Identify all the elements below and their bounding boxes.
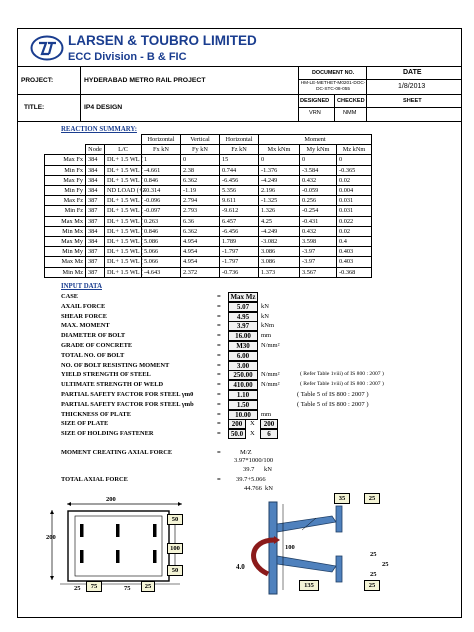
moment-eq: = — [217, 449, 221, 456]
table-row-label: Max My — [45, 237, 86, 247]
table-row — [45, 165, 372, 175]
reaction-table — [44, 134, 372, 278]
table-cell: 0 — [259, 155, 300, 165]
input-unit: mm — [261, 332, 272, 340]
table-cell: 6.36 — [181, 216, 220, 226]
bracket-dim-mid-100: 100 — [285, 544, 295, 551]
table-cell: 384 — [86, 226, 105, 236]
table-row — [45, 267, 372, 277]
company-name: LARSEN & TOUBRO LIMITED — [68, 33, 257, 48]
input-eq: = — [217, 430, 221, 438]
input-note: ( Table 5 of IS 800 : 2007 ) — [297, 400, 369, 408]
table-cell: 384 — [86, 186, 105, 196]
input-unit: kN — [261, 312, 269, 320]
table-header-blank — [45, 135, 142, 145]
table-cell: -4.249 — [259, 226, 300, 236]
table-cell: -0.368 — [337, 267, 372, 277]
company-logo — [30, 35, 64, 61]
table-cell: -0.431 — [300, 216, 337, 226]
table-cell: 0.846 — [142, 175, 181, 185]
table-cell: 9.611 — [220, 196, 259, 206]
table-cell: -4.643 — [142, 267, 181, 277]
input-eq: = — [217, 420, 221, 428]
designed-value: VRN — [309, 110, 321, 116]
table-cell: DL+ 1.5 WL ( — [105, 206, 142, 216]
table-row — [45, 257, 372, 267]
table-cell: DL+ 1.5 WL ( — [105, 237, 142, 247]
table-cell: 3.567 — [300, 267, 337, 277]
input-value-2[interactable]: 200 — [260, 419, 278, 429]
axial-label: TOTAL AXIAL FORCE — [61, 476, 128, 483]
checked-value: NMM — [343, 110, 357, 116]
table-row-label: Min My — [45, 247, 86, 257]
table-cell: 6.362 — [181, 175, 220, 185]
table-group-row — [45, 135, 372, 145]
table-cell: 5.066 — [142, 257, 181, 267]
table-cell: -4.249 — [259, 175, 300, 185]
table-cell: 15 — [220, 155, 259, 165]
project-label: PROJECT: — [21, 77, 54, 84]
input-value[interactable]: 6.00 — [228, 351, 258, 361]
input-label: THICKNESS OF PLATE — [61, 410, 131, 418]
table-cell: -1.19 — [181, 186, 220, 196]
table-column-header: Mz kNm — [337, 145, 372, 155]
table-row — [45, 175, 372, 185]
times-sign: X — [250, 430, 255, 438]
moment-line1: M/Z — [240, 449, 252, 456]
input-value[interactable]: 3.00 — [228, 361, 258, 371]
table-row-label: Min Fx — [45, 165, 86, 175]
bracket-force: 4.0 — [236, 563, 245, 571]
input-label: PARTIAL SAFETY FACTOR FOR STEEL γmb — [61, 400, 194, 408]
table-cell: 5.356 — [220, 186, 259, 196]
doc-no-value: HM-LE-METHET-M0201-DOC-DC-STC-08-055 — [300, 80, 366, 91]
input-eq: = — [217, 342, 221, 349]
table-cell: 387 — [86, 247, 105, 257]
table-cell: 0.256 — [300, 196, 337, 206]
input-value[interactable]: 5.07 — [228, 302, 258, 312]
table-row — [45, 216, 372, 226]
input-value-2[interactable]: 6 — [260, 429, 278, 439]
table-cell: 0.403 — [337, 257, 372, 267]
table-cell: DL+ 1.5 WL ( — [105, 226, 142, 236]
input-value[interactable]: 410.00 — [228, 380, 258, 390]
input-eq: = — [217, 351, 221, 359]
table-cell: 0.031 — [337, 206, 372, 216]
input-eq: = — [217, 361, 221, 369]
table-row — [45, 186, 372, 196]
table-row-label: Max Fy — [45, 175, 86, 185]
table-cell: -6.456 — [220, 175, 259, 185]
table-cell: 0.744 — [220, 165, 259, 175]
table-column-header: L/C — [105, 145, 142, 155]
table-cell: 0.022 — [337, 216, 372, 226]
table-cell: 0.02 — [337, 175, 372, 185]
table-cell: 5.066 — [142, 247, 181, 257]
table-group-header: Vertical — [181, 135, 220, 145]
designed-label: DESIGNED — [300, 98, 330, 104]
table-column-header: Fx kN — [142, 145, 181, 155]
table-cell: -4.661 — [142, 165, 181, 175]
input-note: ( Refer Table 1viii) of IS 800 : 2007 ) — [300, 381, 384, 388]
bracket-dim-r25b: 25 — [382, 561, 389, 568]
table-row — [45, 237, 372, 247]
input-value[interactable]: Max Mz — [228, 292, 258, 302]
input-unit: N/mm² — [261, 381, 280, 389]
input-value[interactable]: 50.0 — [228, 429, 246, 439]
table-header-blank — [45, 145, 86, 155]
plate-dim-right-top: 50 — [167, 514, 183, 525]
table-cell: 387 — [86, 196, 105, 206]
table-cell: -9.612 — [220, 206, 259, 216]
table-cell: 2.196 — [259, 186, 300, 196]
table-row-label: Min Mz — [45, 267, 86, 277]
table-cell: 0 — [181, 155, 220, 165]
table-cell: 387 — [86, 216, 105, 226]
table-cell: DL+ 1.5 WL ( — [105, 267, 142, 277]
table-cell: -0.736 — [220, 267, 259, 277]
input-eq: = — [217, 312, 221, 320]
table-cell: 5.086 — [142, 237, 181, 247]
table-cell: -3.584 — [300, 165, 337, 175]
table-cell: 1 — [142, 155, 181, 165]
input-label: NO. OF BOLT RESISTING MOMENT — [61, 361, 170, 369]
table-cell: 0.263 — [142, 216, 181, 226]
table-cell: -3.082 — [259, 237, 300, 247]
table-cell: -1.797 — [220, 257, 259, 267]
input-title: INPUT DATA — [61, 283, 102, 290]
table-cell: 6.362 — [181, 226, 220, 236]
table-cell: DL+ 1.5 WL ( — [105, 247, 142, 257]
table-column-header: My kNm — [300, 145, 337, 155]
table-cell: 0.432 — [300, 226, 337, 236]
table-cell: 3.598 — [300, 237, 337, 247]
table-row-label: Max Fz — [45, 196, 86, 206]
table-cell: 0.004 — [337, 186, 372, 196]
input-label: SIZE OF HOLDING FASTENER — [61, 430, 154, 438]
input-unit: mm — [261, 410, 272, 418]
table-cell: 0.4 — [337, 237, 372, 247]
table-column-header: Fz kN — [220, 145, 259, 155]
input-eq: = — [217, 400, 221, 408]
table-cell: 0.02 — [337, 226, 372, 236]
bracket-dim-top-35: 35 — [334, 493, 350, 504]
checked-label: CHECKED — [337, 98, 365, 104]
table-row — [45, 226, 372, 236]
axial-eq: = — [217, 476, 221, 483]
table-cell: -1.325 — [259, 196, 300, 206]
table-row-label: Min Mx — [45, 226, 86, 236]
table-group-header: Horizontal — [220, 135, 259, 145]
table-cell: 2.38 — [181, 165, 220, 175]
plate-dim-right-mid: 100 — [167, 543, 183, 554]
moment-unit: kN — [264, 466, 272, 473]
input-label: GRADE OF CONCRETE — [61, 342, 133, 349]
table-column-header: Node — [86, 145, 105, 155]
input-value[interactable]: 3.97 — [228, 321, 258, 331]
table-cell: -1.797 — [220, 247, 259, 257]
table-cell: 0.432 — [300, 175, 337, 185]
table-cell: 1.789 — [220, 237, 259, 247]
reaction-title: REACTION SUMMARY: — [61, 126, 137, 133]
table-row — [45, 247, 372, 257]
table-row-label: Max Mx — [45, 216, 86, 226]
table-row-label: Max Fx — [45, 155, 86, 165]
plate-dim-top: 200 — [106, 496, 116, 503]
table-cell: -0.254 — [300, 206, 337, 216]
moment-label: MOMENT CREATING AXIAL FORCE — [61, 449, 173, 456]
table-cell: 3.086 — [259, 257, 300, 267]
input-value[interactable]: 1.50 — [228, 400, 258, 410]
table-column-header: Fy kN — [181, 145, 220, 155]
input-eq: = — [217, 302, 221, 310]
input-label: SIZE OF PLATE — [61, 420, 109, 428]
table-cell: 2.794 — [181, 196, 220, 206]
plate-dim-bot-75a: 75 — [86, 581, 102, 592]
bracket-dim-bot-25: 25 — [364, 580, 380, 591]
table-cell: 2.372 — [181, 267, 220, 277]
input-unit: N/mm² — [261, 371, 280, 379]
table-row-label: Max Mz — [45, 257, 86, 267]
input-note: ( Table 5 of IS 800 : 2007 ) — [297, 391, 369, 398]
table-cell: 384 — [86, 237, 105, 247]
input-value[interactable]: 16.00 — [228, 331, 258, 341]
table-group-header: Moment — [259, 135, 372, 145]
input-value[interactable]: 250.00 — [228, 370, 258, 380]
table-header-row — [45, 145, 372, 155]
table-cell: -0.365 — [337, 165, 372, 175]
input-label: CASE — [61, 293, 79, 300]
sheet-label: SHEET — [403, 98, 422, 104]
input-eq: = — [217, 391, 221, 398]
input-label: ULTIMATE STRENGTH OF WELD — [61, 381, 164, 389]
input-label: PARTIAL SAFETY FACTOR FOR STEEL γm0 — [61, 391, 194, 398]
axial-line1: 39.7+5.066 — [236, 476, 266, 483]
date-value: 1/8/2013 — [398, 83, 426, 90]
table-cell: DL+ 1.5 WL ( — [105, 196, 142, 206]
table-cell: 1.373 — [259, 267, 300, 277]
plate-dim-bot-25a: 25 — [74, 585, 81, 592]
table-cell: 384 — [86, 175, 105, 185]
table-cell: 0 — [300, 155, 337, 165]
table-cell: 384 — [86, 165, 105, 175]
table-column-header: Mx kNm — [259, 145, 300, 155]
bracket-dim-r25a: 25 — [370, 551, 377, 558]
input-eq: = — [217, 293, 221, 300]
table-cell: 384 — [86, 155, 105, 165]
input-label: TOTAL NO. OF BOLT — [61, 351, 125, 359]
table-cell: DL+ 1.5 WL ( — [105, 155, 142, 165]
input-eq: = — [217, 332, 221, 340]
table-cell: 2.793 — [181, 206, 220, 216]
table-cell: ND LOAD (+Z — [105, 186, 142, 196]
input-eq: = — [217, 410, 221, 418]
input-label: DIAMETER OF BOLT — [61, 332, 126, 340]
input-unit: N/mm² — [261, 342, 280, 349]
table-row — [45, 206, 372, 216]
input-value[interactable]: 4.95 — [228, 312, 258, 322]
input-value[interactable]: 200 — [228, 419, 246, 429]
table-cell: -3.97 — [300, 257, 337, 267]
table-cell: 4.954 — [181, 237, 220, 247]
title-label: TITLE: — [24, 104, 45, 111]
input-label: MAX. MOMENT — [61, 322, 110, 330]
table-cell: 1.326 — [259, 206, 300, 216]
table-cell: -3.97 — [300, 247, 337, 257]
moment-line3: 39.7 — [243, 466, 255, 473]
table-row-label: Min Fy — [45, 186, 86, 196]
table-cell: 4.954 — [181, 247, 220, 257]
moment-line2: 3.97*1000/100 — [234, 457, 274, 464]
input-eq: = — [217, 381, 221, 389]
division-name: ECC Division - B & FIC — [68, 51, 187, 63]
axial-unit: kN — [265, 485, 273, 492]
table-cell: 387 — [86, 206, 105, 216]
table-row-label: Min Fz — [45, 206, 86, 216]
table-cell: DL+ 1.5 WL ( — [105, 165, 142, 175]
table-cell: 4.25 — [259, 216, 300, 226]
table-cell: DL+ 1.5 WL ( — [105, 257, 142, 267]
plate-dim-right-bot: 50 — [167, 565, 183, 576]
table-cell: 3.086 — [259, 247, 300, 257]
plate-dim-bot-25b: 25 — [141, 581, 155, 592]
bracket-dim-top-25: 25 — [364, 493, 380, 504]
plate-dim-left: 200 — [46, 534, 56, 541]
table-cell: 6.457 — [220, 216, 259, 226]
table-cell: 0.031 — [337, 196, 372, 206]
table-cell: -0.096 — [142, 196, 181, 206]
table-row — [45, 196, 372, 206]
input-unit: kNm — [261, 322, 274, 330]
table-cell: 0 — [337, 155, 372, 165]
table-cell: 387 — [86, 257, 105, 267]
input-unit: kN — [261, 302, 269, 310]
date-label: DATE — [403, 69, 422, 76]
input-value[interactable]: M30 — [228, 341, 258, 351]
project-value: HYDERABAD METRO RAIL PROJECT — [84, 77, 206, 84]
table-cell: 4.954 — [181, 257, 220, 267]
input-eq: = — [217, 322, 221, 330]
table-cell: DL+ 1.5 WL ( — [105, 175, 142, 185]
table-cell: 387 — [86, 267, 105, 277]
table-cell: -1.376 — [259, 165, 300, 175]
bracket-dim-r25c: 25 — [370, 571, 377, 578]
doc-no-label: DOCUMENT NO. — [312, 70, 355, 76]
table-group-header: Horizontal — [142, 135, 181, 145]
table-cell: 0.403 — [337, 247, 372, 257]
input-eq: = — [217, 371, 221, 379]
input-label: SHEAR FORCE — [61, 312, 107, 320]
table-cell: 0.846 — [142, 226, 181, 236]
input-note: ( Refer Table 1viii) of IS 800 : 2007 ) — [300, 371, 384, 378]
table-cell: -0.314 — [142, 186, 181, 196]
bracket-dim-bot-135: 135 — [299, 580, 319, 591]
table-cell: -6.456 — [220, 226, 259, 236]
input-label: AXAIL FORCE — [61, 302, 106, 310]
table-cell: -0.097 — [142, 206, 181, 216]
plate-dim-bot-75b: 75 — [124, 585, 131, 592]
axial-line2: 44.766 — [244, 485, 262, 492]
table-cell: DL+ 1.5 WL ( — [105, 216, 142, 226]
title-value: IP4 DESIGN — [84, 104, 123, 111]
table-cell: -0.059 — [300, 186, 337, 196]
input-label: YIELD STRENGTH OF STEEL — [61, 371, 151, 379]
input-value[interactable]: 10.00 — [228, 410, 258, 420]
input-value[interactable]: 1.10 — [228, 390, 258, 400]
table-row — [45, 155, 372, 165]
times-sign: X — [250, 420, 255, 428]
